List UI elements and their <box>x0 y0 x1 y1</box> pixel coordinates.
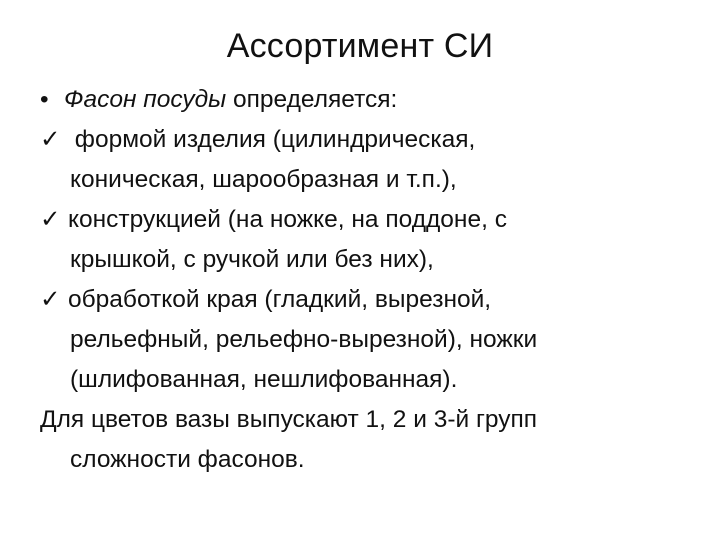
list-item-text: обработкой края (гладкий, вырезной, <box>68 286 492 313</box>
checkmark-icon: ✓ <box>40 206 61 233</box>
list-item <box>40 200 680 240</box>
slide-body <box>40 80 680 480</box>
footer-text-continuation: сложности фасонов. <box>70 446 305 473</box>
list-item <box>40 120 680 160</box>
intro-line <box>40 80 680 120</box>
slide-title: Ассортимент СИ <box>226 27 494 65</box>
list-item-continuation: (шлифованная, нешлифованная). <box>70 366 458 393</box>
checkmark-icon: ✓ <box>40 126 61 153</box>
footer-text: Для цветов вазы выпускают 1, 2 и 3-й групп <box>40 406 538 433</box>
list-item-continuation: коническая, шарообразная и т.п.), <box>70 166 457 193</box>
list-item-text: конструкцией (на ножке, на поддоне, с <box>68 206 507 233</box>
checkmark-icon: ✓ <box>40 286 61 313</box>
intro-italic-text: Фасон посуды <box>64 86 227 113</box>
list-item-text: формой изделия (цилиндрическая, <box>68 126 476 153</box>
bullet-icon: • <box>40 86 49 113</box>
list-item-continuation: рельефный, рельефно-вырезной), ножки <box>70 326 538 353</box>
list-item <box>40 280 680 320</box>
intro-text: определяется: <box>226 86 398 113</box>
list-item-continuation: крышкой, с ручкой или без них), <box>70 246 434 273</box>
